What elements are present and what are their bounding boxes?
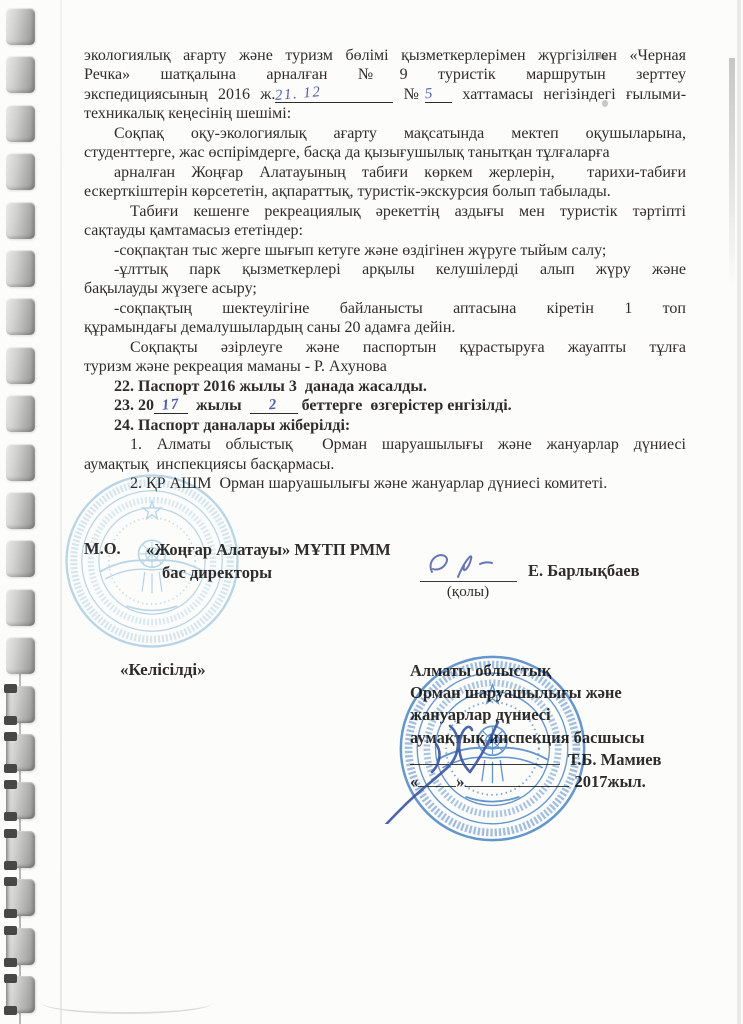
director-name: Е. Барлықбаев — [528, 561, 640, 580]
binding-ring — [6, 540, 35, 577]
signature-caption: (қолы) — [446, 584, 490, 600]
body-line-item-24: 24. Паспорт даналары жіберілді: — [114, 416, 351, 434]
official-seal-light-icon — [62, 471, 242, 651]
binding-ring — [6, 395, 35, 432]
binding-ring — [6, 105, 35, 142]
body-line: ескерткіштерін көрсететін, ақпараттық, туристік-экскурсия болып табылады. — [84, 183, 611, 201]
binding-ring — [6, 686, 35, 723]
binding-ring — [6, 831, 35, 868]
binding-ring — [6, 153, 35, 190]
approval-org-line: жануарлар дүниесі — [410, 705, 551, 725]
body-line: -ұлттық парк қызметкерлері арқылы келушілерді алып жүру және — [114, 260, 686, 278]
body-line: Речка» шатқалына арналған №9 туристік маршрутын зерттеу — [84, 66, 686, 84]
director-title: бас директоры — [162, 562, 273, 582]
head-name: Т.Б. Мамиев — [568, 749, 662, 769]
protocol-line-post: хаттамасы негізіндегі ғылыми- — [452, 85, 687, 103]
binding-ring — [6, 298, 35, 335]
binding-ring — [6, 928, 35, 965]
protocol-line-pre: экспедициясының 2016 ж. — [84, 85, 276, 103]
organization-name: «Жоңғар Алатауы» МҰТП РММ — [146, 540, 391, 559]
binding-ring — [6, 492, 35, 529]
binding-ring — [6, 444, 35, 481]
body-line: экологиялық ағарту және туризм бөлімі қызметкерлерімен жүргізілген «Черная — [84, 47, 686, 64]
body-line: Табиғи кешенге рекреациялық әрекеттің аздығы мен туристік тәртіпті — [130, 202, 686, 220]
mo-stamp-label: М.О. — [84, 539, 121, 558]
binding-ring — [6, 347, 35, 384]
year-label: 2017жыл. — [574, 772, 646, 792]
protocol-no-handwritten: 5 — [424, 85, 435, 103]
binding-ring — [6, 202, 35, 239]
body-line-item-22: 22. Паспорт 2016 жылы 3 данада жасалды. — [114, 377, 427, 395]
body-line: 1. Алматы облыстық Орман шаруашылығы және жануарлар дүниесі — [130, 436, 686, 454]
amend-pages-handwritten: 2 — [268, 396, 279, 414]
body-line: Соқпақ оқу-экологиялық ағарту мақсатында мектеп оқушыларына, — [114, 124, 686, 142]
body-line: бақылауды жүзеге асыру; — [84, 280, 257, 298]
approval-org-line: Алматы облыстық — [410, 661, 552, 680]
body-line: Соқпақты әзірлеуге және паспортын құрастыруға жауапты тұлға — [130, 338, 686, 356]
approval-org-line: Орман шаруашылығы және — [410, 683, 622, 703]
protocol-date-handwritten: 21. 12 — [274, 83, 323, 104]
body-line: аумақтық инспекциясы басқармасы. — [84, 455, 335, 473]
binding-ring — [6, 56, 35, 93]
body-line: -соқпақтан тыс жерге шығып кетуге және өздігінен жүруге тыйым салу; — [114, 241, 607, 259]
quote-close: » — [456, 772, 465, 792]
quote-open: « — [410, 772, 419, 792]
amend-year-handwritten: 17 — [161, 396, 181, 414]
amend-line-post: беттерге өзгерістер енгізілді. — [297, 397, 512, 415]
body-line: арналған Жоңғар Алатауының табиғи көркем жерлерін, тарихи-табиғи — [114, 163, 686, 181]
body-line: туризм және рекреация маманы - Р. Ахунова — [84, 358, 387, 376]
binding-ring — [6, 637, 35, 674]
body-line: техникалық кеңесінің шешімі: — [84, 105, 292, 123]
head-signature-icon — [376, 714, 528, 824]
director-signature-icon — [420, 549, 512, 583]
body-line: құрамындағы демалушылардың саны 20 адамға дейін. — [84, 319, 456, 337]
binding-ring — [6, 589, 35, 626]
binding-ring — [6, 734, 35, 771]
amend-line-mid: жылы — [188, 397, 250, 415]
binding-ring — [6, 879, 35, 916]
body-line: сақтауды қамтамасыз ететіндер: — [84, 222, 303, 240]
amend-line-pre: 23. 20 — [114, 397, 154, 415]
binding-ring — [6, 250, 35, 287]
body-line: -соқпақтың шектеулігіне байланысты аптасына кіретін 1 топ — [114, 299, 686, 317]
approval-org-line: аумақтық инспекция басшысы — [410, 727, 645, 747]
binding-ring — [6, 976, 35, 1013]
agreed-label: «Келісілді» — [120, 660, 206, 679]
body-line: 2. ҚР АШМ Орман шаруашылығы және жануарлар дүниесі комитеті. — [130, 474, 608, 492]
binding-ring — [6, 782, 35, 819]
binding-ring — [6, 8, 35, 45]
binding — [0, 0, 48, 1024]
protocol-no-label: № — [393, 85, 426, 103]
body-line: студенттерге, жас өспірімдерге, басқа да қызығушылық танытқан тұлғаларға — [84, 144, 610, 162]
